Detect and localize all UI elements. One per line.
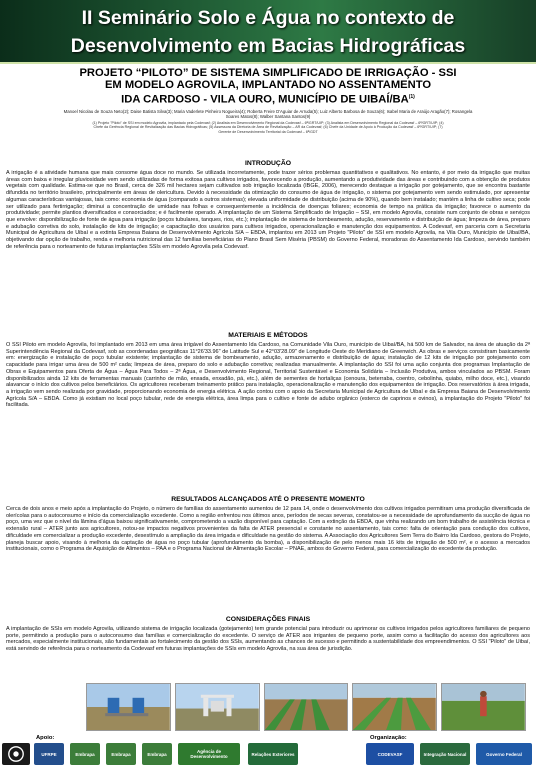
logo-relacoes-exteriores: Relações Exteriores [248, 743, 298, 765]
banner-title-line1: II Seminário Solo e Água no contexto de [81, 7, 455, 29]
project-title-line1: PROJETO “PILOTO” DE SISTEMA SIMPLIFICADO DE IRRIGAÇÃO - SSI [79, 67, 457, 79]
logo-codevasf: CODEVASF [366, 743, 414, 765]
photo-water-tank [86, 683, 171, 731]
project-title-line3-text: IDA CARDOSO - VILA OURO, MUNICÍPIO DE UIBAÍ/BA [121, 93, 409, 106]
logo-ufrpe: UFRPE [34, 743, 64, 765]
section-title-introducao: INTRODUÇÃO [244, 160, 292, 167]
photo-strip [86, 683, 526, 731]
logo-embrapa-3: Embrapa [142, 743, 172, 765]
section-title-resultados: RESULTADOS ALCANÇADOS ATÉ O PRESENTE MOMENTO [171, 496, 365, 503]
banner-title-line2: Desenvolvimento em Bacias Hidrográficas [70, 35, 466, 57]
project-header [0, 67, 536, 134]
section-text-resultados: Cerca de dois anos e meio após a implantação do Projeto, o número de famílias do assentamento aumentou de 12 para 14, onde o desenvolvimento dos cultivos irrigados permitiram uma produção diversificada de olerícolas para o autoconsumo e início da comercialização excedente. Como a região enfrentou nos últimos anos, períodos de secas severas, constatou-se a necessidade de aprofundamento da sucção de água no poço, uma vez que o nível da lâmina d'água baixou significativamente, comprometendo a vazão disponível para captação. Com a extinção da EBDA, que vinha realizando um bom trabalho de assistência técnica e extensão rural – ATER junto aos agricultores, notou-se impactos negativos provenientes da falta de ATER presencial e constante no assentamento, tais como: falta de orientação para condução dos cultivos, dificuldade em comercializar a produção excedente, desestímulo a ampliação da área irrigada e dificuldade na gestão do sistema. A Associação dos Agricultores Sem Terra do Bairro Ida Cardoso, gestora do Projeto, planeja buscar apoio, visando à melhoria da captação de água no poço tubular (aprofundamento da bomba), a disponibilização de pelo menos mais 16 kits de irrigação de 500 m², e o acesso a mercados institucionais, como o Programa de Aquisição de Alimentos – PAA e o Programa Nacional de Alimentação Escolar – PNAE, ambos do Governo Federal, para comercialização do excedente da produção. [6, 506, 530, 553]
logo-integracao-nacional: Integração Nacional [420, 743, 470, 765]
author-list: Manoel Nicolau de Souza Neto(2); Daise Batista Silva(3); Maria Vaderlete Pinheiro Nogueira(4); Roberta Freire D'Aguiar de Arruda(5); Luiz Alberto Barbosa de Souza(6); Isabel Maria de Araújo Aragão(7); Rosangela Soares Matos(8); Walber Santana Santos(9) [63, 108, 473, 119]
footer-logos [0, 735, 536, 768]
section-text-introducao: A irrigação é a atividade humana que mais consome água doce no mundo. Se utilizada incorretamente, pode trazer sérios problemas quantitativos e qualitativos. No entanto, é por meio da irrigação que muitas áreas com baixa e irregular pluviosidade vem sendo utilizadas de forma exitosa para cultivos irrigados, favorecendo a produção, aumentando a produtividade das áreas e contribuindo com a obtenção de produtos vegetais com qualidade. Estima-se que no Brasil, cerca de 326 mil hectares sejam cultivados sob irrigação localizada (IBGE, 2006), merecendo destaque a irrigação por gotejamento, que se encontra bastante difundida no território brasileiro, principalmente em áreas de olericultura. Devido à necessidade da otimização do consumo de água de irrigação, o sistema por gotejamento vem sendo estimulado, por apresentar algumas características vantajosas, tais como: economia de água (comparado a outros sistemas); elevada uniformidade de distribuição (acima de 90%), quando bem instalado; mantém a linha de cultivo seca; pode ser utilizado para fertirrigação; diminui a concentração de umidade nas folhas e consequentemente a incidência de doenças foliares; economia de tempo na prática da irrigação; favorece o aumento da produtividade; permite plantios diversificados e consorciados; e é facilmente operado. A implantação de um Sistema Simplificado de Irrigação – SSI, em modelo Agrovila, consiste num conjunto de obras e serviços que envolve: disponibilização de fonte de água para irrigação (poços tubulares, tanques, rios, etc.); implantação de sistema de bombeamento, adução, reservamento e distribuição de água; limpeza de área, preparo e adubação corretiva do solo, instalação de kits de irrigação; e capacitação dos usuários para cultivos irrigados, operacionalização e manutenção dos equipamentos. A Codevasf, em parceria com a Secretaria Municipal de Agricultura de Uibaí e a extinta Empresa Baiana de Desenvolvimento Agrícola S/A – EBDA, implantou em 2013 um Projeto "Piloto" de SSI em modelo Agrovila, na Vila Ouro, Município de Uibaí/BA, objetivando dar opção de trabalho, renda e melhoria nutricional das 12 famílias beneficiárias do Plano Brasil Sem Miséria (PBSM) do Governo Federal, moradoras do Assentamento Ida Cardoso, servindo também de referência para o norteamento de futuras implantações SSIs em modelo Agrovila pela Codevasf. [6, 170, 530, 250]
logo-agencia: Agência de Desenvolvimento [178, 743, 240, 765]
photo-crop-field [352, 683, 437, 731]
section-title-materiais: MATERIAIS E MÉTODOS [228, 332, 308, 339]
logo-institution-1 [2, 743, 30, 765]
apoio-label: Apoio: [36, 735, 55, 741]
logo-governo-federal: Governo Federal [476, 743, 532, 765]
photo-farmer-field [441, 683, 526, 731]
affiliation-notes: (1) Projeto "Piloto" de SSI em modelo Agrovila, implantado pela Codevasf; (2) Analista em Desenvolvimento Regional da Codevasf – 6ª/GRT/UIP; (3) Analista em Desenvolvimento Regional da Codevasf – 6ª/GRT/UIP; (4) Chefe da Gerência Regional de Revitalização das Bacias Hidrográficas; (5) Assessora da Diretoria de Área de Revitalização – AR da Codevasf; (6) Chefe da Unidade de Apoio à Produção da Codevasf – 6ª/GRT/UIP; (7) Gerente de Desenvolvimento Territorial da Codevasf – 6ª/GDT [92, 121, 444, 134]
organizacao-label: Organização: [370, 735, 407, 741]
project-title-line2: EM MODELO AGROVILA, IMPLANTADO NO ASSENTAMENTO [104, 79, 432, 91]
logo-embrapa-1: Embrapa [70, 743, 100, 765]
logo-embrapa-2: Embrapa [106, 743, 136, 765]
photo-storage-tanks [175, 683, 260, 731]
title-footnote-marker: (1) [408, 94, 415, 100]
section-text-consideracoes: A implantação de SSIs em modelo Agrovila, utilizando sistema de irrigação localizada (gotejamento) tem grande potencial para introduzir ou aprimorar os cultivos irrigados pelos agricultores familiares de pequeno porte, permitindo a produção para o autoconsumo das famílias e comercialização do excedente. O serviço de ATER aos irrigantes de pequeno porte, assim como a facilitação do acesso dos agricultores aos mercados, especialmente institucionais, são fundamentais ao fortalecimento da gestão dos SSIs, aumentando as chances de sucesso e permitindo a sustentabilidade dos empreendimentos. O SSI "Piloto" de Uibaí, está servindo de referência para o norteamento da Codevasf em futuras implantações de SSIs em modelo Agrovila, na sua área de jurisdição. [6, 626, 530, 653]
project-title-line3 [0, 91, 536, 106]
photo-irrigated-rows [264, 683, 349, 731]
seal-icon [7, 745, 25, 763]
seminar-banner [0, 0, 536, 64]
section-text-materiais: O SSI Piloto em modelo Agrovila, foi implantado em 2013 em uma área irrigável do Assentamento Ida Cardoso, na Comunidade Vila Ouro, município de Uibaí/BA, há 500 km de Salvador, na área de atuação da 2ª Superintendência Regional da Codevasf, sob as coordenadas geográficas 11°26'33.96" de Latitude Sul e 42°03'28.09" de Longitude Oeste do Meridiano de Greenwich. As obras e serviços consistiram basicamente em: energização e instalação de poço tubular existente; implantação de sistema de bombeamento, adução, armazenamento e distribuição de água; instalação de 12 kits de irrigação por gotejamento com capacidade para irrigar uma área de 500 m² cada; limpeza de área, preparo do solo e adubação corretiva; realizadas manualmente. A implantação do SSI foi uma ação conjunta dos programas Implantação de Obras e Equipamentos para Oferta de Água – Água Para Todos – 2ª Água, e Desenvolvimento Regional, Territorial Sustentável e Economia Solidária – Inclusão Produtiva, ambos vinculados ao PBSM. Foram disponibilizados ainda 12 kits de ferramentas manuais (carrinho de mão, enxada, enxadão, pá, etc.), além de sementes de hortaliças (cenoura, beterraba, coentro, cebolinha, quiabo, milho doce, etc.), visando alavancar o início dos cultivos pelos beneficiários. Os agricultores receberam treinamento prático para instalação, operacionalização e manutenção dos equipamentos de irrigação. Dos reservatórios à área irrigada, a irrigação vem sendo realizada por gravidade, proporcionando economia de energia elétrica. A ação contou com o apoio da Secretaria Municipal de Agricultura de Uibaí e da Empresa Baiana de Desenvolvimento Agrícola S/A – EBDA. Como já existiam no local poço tubular, rede de energia elétrica, área limpa para o cultivo e fonte de adubo orgânico (esterco de caprinos e ovinos), a implantação do Projeto "Piloto" foi facilitada. [6, 342, 530, 409]
section-title-consideracoes: CONSIDERAÇÕES FINAIS [225, 616, 311, 623]
